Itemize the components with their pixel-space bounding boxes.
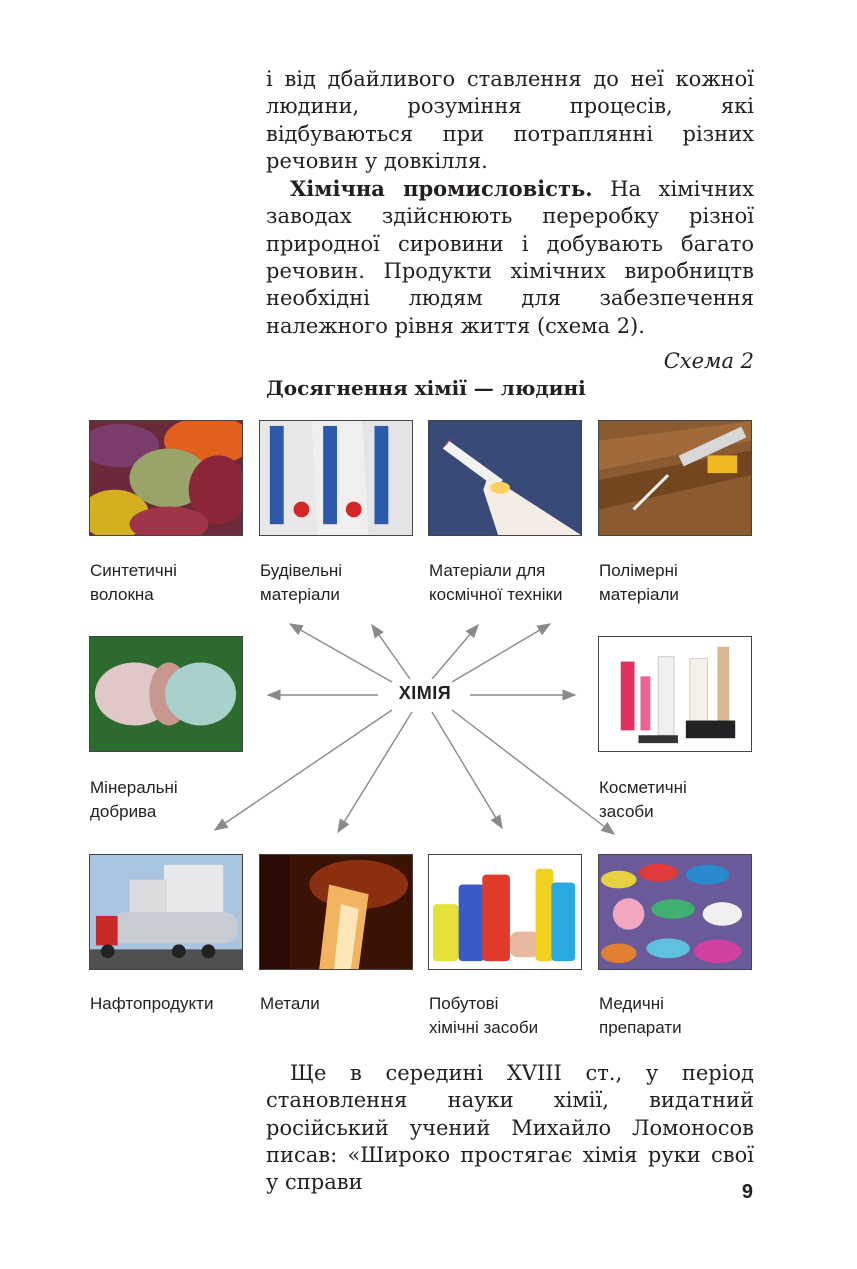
- caption-space: Матеріали для космічної техніки: [429, 561, 563, 604]
- arrow-building: [372, 625, 410, 679]
- pills-image: [598, 854, 752, 970]
- caption-building: Будівельні матеріали: [260, 561, 343, 604]
- caption-oil: Нафтопродукти: [90, 994, 214, 1013]
- molten-metal-image: [259, 854, 413, 970]
- arrow-metals: [338, 712, 412, 832]
- household-chemicals-image: [428, 854, 582, 970]
- arrow-medical: [452, 710, 614, 834]
- center-label-chemistry: ХІМІЯ: [380, 683, 470, 704]
- industry-text: На хімічних заводах здійснюють переробку різної природної сировини і добувають багато речовин. Продукти хімічних виробництв необхідні людям для забезпечення належного рівня життя (схема 2).: [266, 177, 755, 338]
- intro-text: [266, 66, 754, 340]
- caption-metals: Метали: [260, 994, 320, 1013]
- caption-fertilizers: Мінеральні добрива: [90, 778, 178, 821]
- cosmetics-image: [598, 636, 752, 752]
- yarn-image: [89, 420, 243, 536]
- industry-heading: Хімічна промисловість.: [290, 176, 593, 202]
- arrow-polymers: [452, 624, 550, 682]
- schema-label: Схема 2: [663, 349, 754, 373]
- caption-medical: Медичні препарати: [599, 994, 682, 1037]
- paragraph-intro: і від дбайливого ставлення до неї кожної людини, розуміння процесів, які відбуваються при потраплянні різних речовин у довкілля.: [266, 67, 754, 173]
- fuel-tanker-image: [89, 854, 243, 970]
- caption-polymers: Полімерні матеріали: [599, 561, 679, 604]
- arrow-household: [432, 712, 502, 828]
- schema-title: Досягнення хімії — людині: [266, 376, 586, 400]
- space-shuttle-image: [428, 420, 582, 536]
- outro-text: [266, 1060, 754, 1196]
- paragraph-industry: [266, 175, 754, 340]
- arrow-space: [432, 625, 478, 679]
- paragraph-lomonosov: Ще в середині XVIII ст., у період становлення науки хімії, видатний російський учений Михайло Ломоносов писав: «Широко простягає хімія руки свої у справи: [266, 1061, 754, 1195]
- arrow-fibers: [290, 624, 392, 682]
- fertilizer-granules-image: [89, 636, 243, 752]
- cement-bags-image: [259, 420, 413, 536]
- caption-household: Побутові хімічні засоби: [429, 994, 539, 1037]
- sealant-gun-image: [598, 420, 752, 536]
- page-number: 9: [741, 1181, 753, 1203]
- caption-fibers: Синтетичні волокна: [90, 561, 177, 604]
- caption-cosmetics: Косметичні засоби: [599, 778, 687, 821]
